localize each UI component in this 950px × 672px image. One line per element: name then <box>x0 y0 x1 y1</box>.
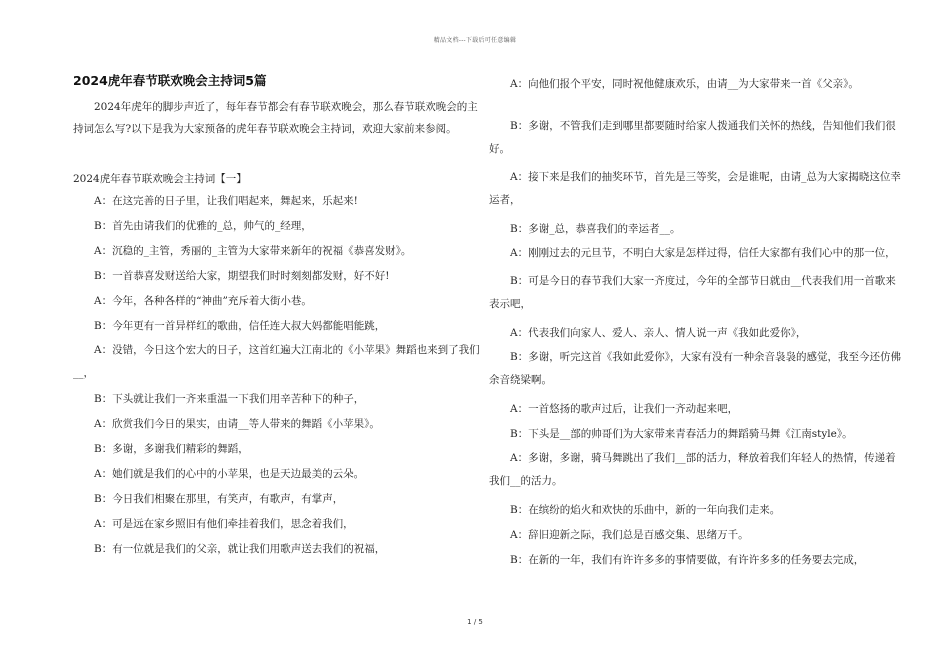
script-line: A：多谢，多谢，骑马舞跳出了我们__部的活力，释放着我们年轻人的热情，传递着我们__的活力。 <box>489 452 896 487</box>
script-line: B：多谢，听完这首《我如此爱你》，大家有没有一种余音袅袅的感觉，我至今还仿佛余音绕梁啊。 <box>489 351 901 386</box>
section-heading: 2024虎年春节联欢晚会主持词【一】 <box>73 173 247 185</box>
page-indicator: 1 / 5 <box>467 618 483 626</box>
script-line: B：首先由请我们的优雅的_总，帅气的_经理， <box>94 220 312 232</box>
left-column <box>73 72 488 566</box>
script-line: A：辞旧迎新之际，我们总是百感交集、思绪万千。 <box>510 529 749 541</box>
script-line: B：下头是__部的帅哥们为大家带来青春活力的舞蹈骑马舞《江南style》。 <box>510 428 853 440</box>
script-line: A：在这完善的日子里，让我们唱起来，舞起来，乐起来! <box>94 195 358 207</box>
script-line: A：欣赏我们今日的果实，由请__等人带来的舞蹈《小苹果》。 <box>94 418 380 430</box>
script-line: A：向他们报个平安，同时祝他健康欢乐，由请__为大家带来一首《父亲》。 <box>510 78 859 90</box>
script-line: A：今年，各种各样的“神曲”充斥着大街小巷。 <box>94 295 312 307</box>
script-line: A：没错，今日这个宏大的日子，这首红遍大江南北的《小苹果》舞蹈也来到了我们__， <box>73 344 480 379</box>
script-line: B：有一位就是我们的父亲，就让我们用歌声送去我们的祝福， <box>94 543 386 555</box>
document-title: 2024虎年春节联欢晚会主持词5篇 <box>73 73 267 88</box>
script-line: B：今年更有一首异样红的歌曲，信任连大叔大妈都能唱能跳， <box>94 320 386 332</box>
page-header: 精品文档---下载后可任意编辑 <box>433 37 517 44</box>
right-column <box>489 72 904 577</box>
script-line: A：刚刚过去的元旦节，不明白大家是怎样过得，信任大家都有我们心中的那一位， <box>510 247 896 259</box>
intro-paragraph: 2024年虎年的脚步声近了，每年春节都会有春节联欢晚会，那么春节联欢晚会的主持词怎么写?以下是我为大家预备的虎年春节联欢晚会主持词，欢迎大家前来参阅。 <box>73 101 478 135</box>
script-line: A：可是远在家乡照旧有他们牵挂着我们，思念着我们， <box>94 518 354 530</box>
script-line: B：在缤纷的焰火和欢快的乐曲中，新的一年向我们走来。 <box>510 504 781 516</box>
script-line: B：下头就让我们一齐来重温一下我们用辛苦种下的种子， <box>94 393 365 405</box>
script-line: B：一首恭喜发财送给大家，期望我们时时刻刻都发财，好不好! <box>94 270 390 282</box>
script-line: B：多谢_总，恭喜我们的幸运者__。 <box>510 223 681 235</box>
script-line: B：今日我们相聚在那里，有笑声，有歌声，有掌声， <box>94 493 344 505</box>
script-line: A：沉稳的_主管，秀丽的_主管为大家带来新年的祝福《恭喜发财》。 <box>94 245 412 257</box>
script-line: A：代表我们向家人、爱人、亲人、情人说一声《我如此爱你》， <box>510 327 807 339</box>
script-line: B：多谢，多谢我们精彩的舞蹈， <box>94 443 249 455</box>
script-line: B：在新的一年，我们有许许多多的事情要做，有许许多多的任务要去完成， <box>510 554 865 566</box>
script-line: B：多谢，不管我们走到哪里都要随时给家人拨通我们关怀的热线，告知他们我们很好。 <box>489 120 896 155</box>
script-line: A：接下来是我们的抽奖环节，首先是三等奖，会是谁呢，由请_总为大家揭晓这位幸运者， <box>489 171 901 206</box>
script-line: A：一首悠扬的歌声过后，让我们一齐动起来吧， <box>510 403 739 415</box>
script-line: B：可是今日的春节我们大家一齐度过，今年的全部节日就由__代表我们用一首歌来表示吧， <box>489 275 896 310</box>
script-line: A：她们就是我们的心中的小苹果，也是天边最美的云朵。 <box>94 468 365 480</box>
